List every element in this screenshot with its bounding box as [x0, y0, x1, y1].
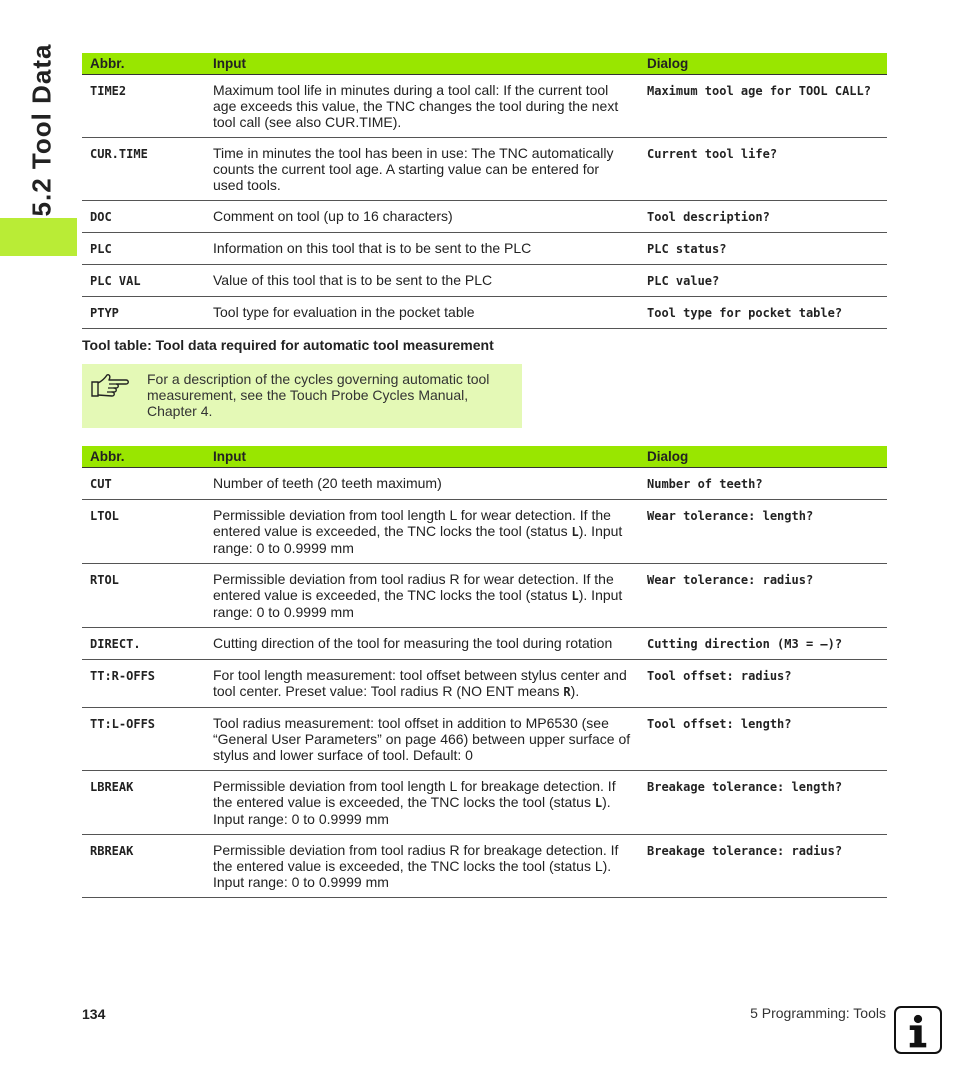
page-number: 134 — [82, 1006, 106, 1022]
abbr-cell: PLC — [82, 233, 205, 265]
table-header-row — [82, 53, 887, 75]
status-code: R — [563, 685, 571, 699]
header-abbr: Abbr. — [82, 446, 205, 468]
header-input: Input — [205, 446, 639, 468]
input-cell: Value of this tool that is to be sent to the PLC — [205, 265, 639, 297]
input-cell: Time in minutes the tool has been in use: The TNC automatically counts the current tool age. A starting value can be entered for used tools. — [205, 138, 639, 201]
abbr-cell: PLC VAL — [82, 265, 205, 297]
input-text: Permissible deviation from tool length L for breakage detection. If the entered value is exceeded, the TNC locks the tool (status — [213, 778, 616, 810]
header-dialog: Dialog — [639, 53, 887, 75]
abbr-cell: TIME2 — [82, 75, 205, 138]
abbr-cell: RBREAK — [82, 835, 205, 898]
input-cell: Maximum tool life in minutes during a tool call: If the current tool age exceeds this value, the TNC changes the tool during the next tool call (see also CUR.TIME). — [205, 75, 639, 138]
table-row — [82, 835, 887, 898]
dialog-cell: Maximum tool age for TOOL CALL? — [639, 75, 887, 138]
table-row — [82, 771, 887, 835]
input-text: ). Input range: 0 to 0.9999 mm — [213, 794, 611, 827]
status-code: L — [571, 589, 579, 603]
table-row — [82, 138, 887, 201]
input-cell — [205, 564, 639, 628]
dialog-cell: Wear tolerance: length? — [639, 500, 887, 564]
abbr-cell: DOC — [82, 201, 205, 233]
input-cell: Cutting direction of the tool for measuring the tool during rotation — [205, 628, 639, 660]
input-cell: Tool type for evaluation in the pocket table — [205, 297, 639, 329]
input-cell: Information on this tool that is to be sent to the PLC — [205, 233, 639, 265]
dialog-cell: Breakage tolerance: length? — [639, 771, 887, 835]
status-code: L — [571, 525, 579, 539]
abbr-cell: PTYP — [82, 297, 205, 329]
table-row — [82, 75, 887, 138]
dialog-cell: Tool offset: radius? — [639, 660, 887, 708]
input-cell — [205, 500, 639, 564]
header-input: Input — [205, 53, 639, 75]
info-icon[interactable] — [894, 1006, 942, 1054]
table-row — [82, 564, 887, 628]
dialog-cell: Wear tolerance: radius? — [639, 564, 887, 628]
chapter-title: 5 Programming: Tools — [750, 1005, 886, 1021]
input-text: ). — [570, 683, 580, 699]
input-cell: Tool radius measurement: tool offset in addition to MP6530 (see “General User Parameters” on page 466) between upper surface of stylus and lower surface of tool. Default: 0 — [205, 708, 639, 771]
dialog-cell: Current tool life? — [639, 138, 887, 201]
table-row — [82, 500, 887, 564]
input-cell — [205, 771, 639, 835]
dialog-cell: Number of teeth? — [639, 468, 887, 500]
abbr-cell: LBREAK — [82, 771, 205, 835]
input-text: ). Input range: 0 to 0.9999 mm — [213, 523, 623, 556]
section-title: 5.2 Tool Data — [26, 43, 57, 217]
table-row — [82, 660, 887, 708]
tool-data-table — [82, 53, 887, 329]
status-code: L — [594, 796, 603, 810]
dialog-cell: PLC value? — [639, 265, 887, 297]
dialog-cell: Cutting direction (M3 = –)? — [639, 628, 887, 660]
dialog-cell: Tool type for pocket table? — [639, 297, 887, 329]
tool-measurement-table — [82, 446, 887, 898]
table-row — [82, 265, 887, 297]
input-text: Permissible deviation from tool radius R for wear detection. If the entered value is exceeded, the TNC locks the tool (status — [213, 571, 614, 603]
section-tab-marker — [0, 218, 77, 256]
input-text: For tool length measurement: tool offset between stylus center and tool center. Preset value: Tool radius R (NO ENT means — [213, 667, 627, 699]
dialog-cell: Tool description? — [639, 201, 887, 233]
abbr-cell: RTOL — [82, 564, 205, 628]
abbr-cell: TT:L-OFFS — [82, 708, 205, 771]
section-title-vertical — [12, 40, 72, 220]
abbr-cell: CUR.TIME — [82, 138, 205, 201]
abbr-cell: DIRECT. — [82, 628, 205, 660]
table-row — [82, 708, 887, 771]
dialog-cell: PLC status? — [639, 233, 887, 265]
header-dialog: Dialog — [639, 446, 887, 468]
input-text: ). Input range: 0 to 0.9999 mm — [213, 587, 623, 620]
note-text: For a description of the cycles governing automatic tool measurement, see the Touch Probe Cycles Manual, Chapter 4. — [147, 371, 490, 419]
table-row — [82, 297, 887, 329]
header-abbr: Abbr. — [82, 53, 205, 75]
pointing-hand-icon — [90, 372, 130, 398]
input-cell — [205, 660, 639, 708]
table-row — [82, 201, 887, 233]
abbr-cell: LTOL — [82, 500, 205, 564]
table-row — [82, 628, 887, 660]
input-text: Permissible deviation from tool length L for wear detection. If the entered value is exceeded, the TNC locks the tool (status — [213, 507, 611, 539]
dialog-cell: Breakage tolerance: radius? — [639, 835, 887, 898]
note-box — [82, 364, 522, 428]
table-row — [82, 233, 887, 265]
input-cell: Number of teeth (20 teeth maximum) — [205, 468, 639, 500]
subheading: Tool table: Tool data required for automatic tool measurement — [82, 337, 494, 353]
input-cell: Comment on tool (up to 16 characters) — [205, 201, 639, 233]
abbr-cell: TT:R-OFFS — [82, 660, 205, 708]
dialog-cell: Tool offset: length? — [639, 708, 887, 771]
abbr-cell: CUT — [82, 468, 205, 500]
input-cell: Permissible deviation from tool radius R for breakage detection. If the entered value is exceeded, the TNC locks the tool (status L). Input range: 0 to 0.9999 mm — [205, 835, 639, 898]
table-row — [82, 468, 887, 500]
table-header-row — [82, 446, 887, 468]
